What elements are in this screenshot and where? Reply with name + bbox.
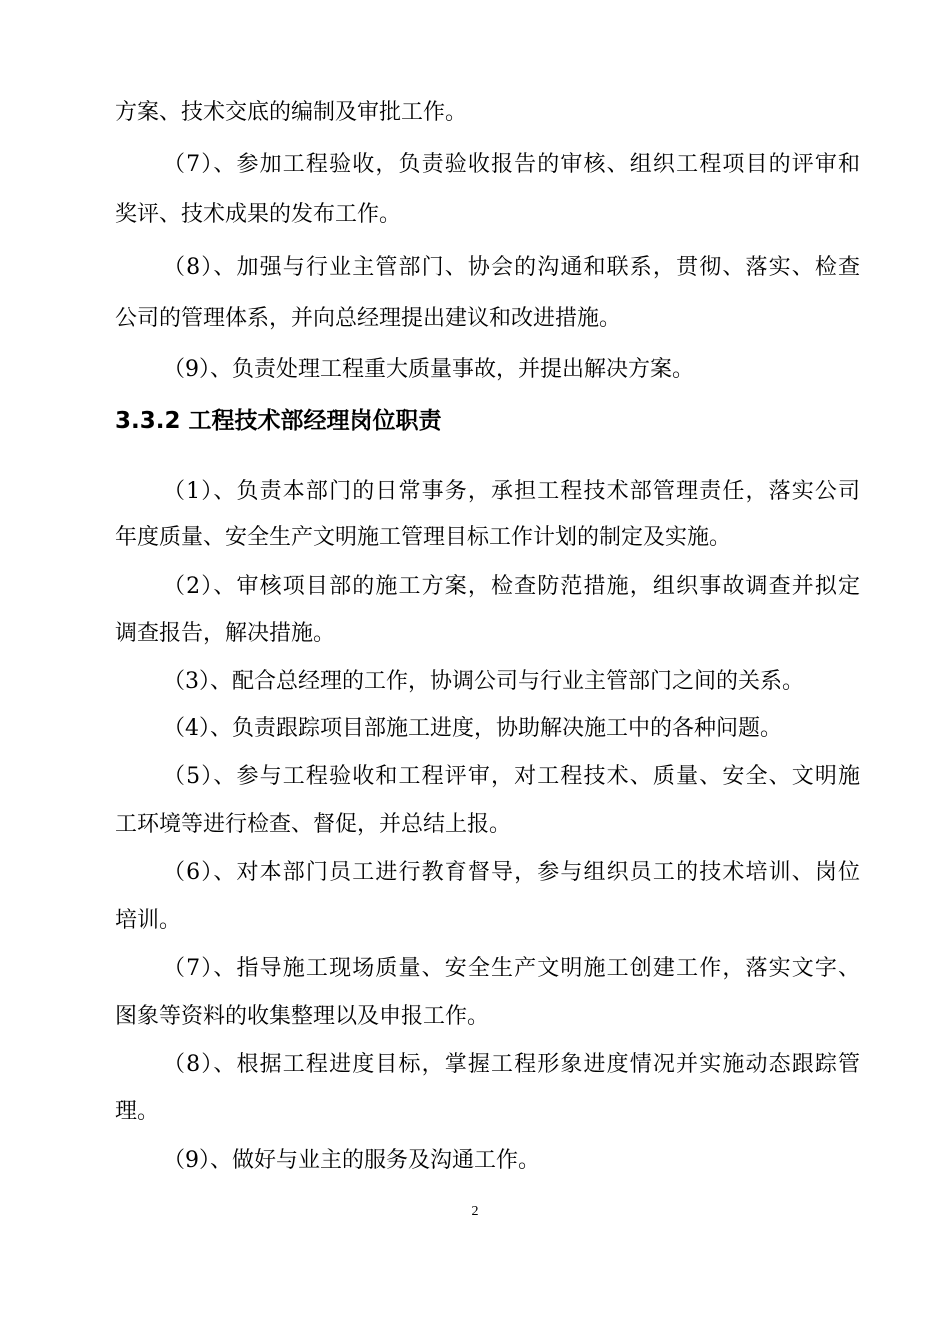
- paragraph-b4-line1: （4）、负责跟踪项目部施工进度，协助解决施工中的各种问题。: [163, 716, 782, 741]
- paragraph-b7-line1: （7）、指导施工现场质量、安全生产文明施工创建工作，落实文字、: [163, 956, 860, 981]
- paragraph-b6-line2: 培训。: [115, 908, 182, 933]
- page-number: 2: [471, 1204, 479, 1219]
- paragraph-b1-line1: （1）、负责本部门的日常事务，承担工程技术部管理责任，落实公司: [163, 479, 860, 504]
- paragraph-b3-line1: （3）、配合总经理的工作，协调公司与行业主管部门之间的关系。: [163, 669, 804, 694]
- paragraph-continuation-line: 方案、技术交底的编制及审批工作。: [115, 100, 468, 125]
- paragraph-b8-line1: （8）、根据工程进度目标，掌握工程形象进度情况并实施动态跟踪管: [163, 1052, 860, 1077]
- paragraph-b8-line2: 理。: [115, 1099, 160, 1124]
- paragraph-b2-line1: （2）、审核项目部的施工方案，检查防范措施，组织事故调查并拟定: [163, 574, 860, 599]
- paragraph-a8-line1: （8）、加强与行业主管部门、协会的沟通和联系，贯彻、落实、检查: [163, 255, 860, 280]
- paragraph-a7-line1: （7）、参加工程验收，负责验收报告的审核、组织工程项目的评审和: [163, 152, 860, 177]
- paragraph-b6-line1: （6）、对本部门员工进行教育督导，参与组织员工的技术培训、岗位: [163, 860, 860, 885]
- paragraph-b1-line2: 年度质量、安全生产文明施工管理目标工作计划的制定及实施。: [115, 525, 732, 550]
- paragraph-a7-line2: 奖评、技术成果的发布工作。: [115, 202, 402, 227]
- paragraph-a8-line2: 公司的管理体系，并向总经理提出建议和改进措施。: [115, 306, 622, 331]
- section-heading: 3.3.2 工程技术部经理岗位职责: [115, 408, 442, 434]
- paragraph-b5-line2: 工环境等进行检查、督促，并总结上报。: [115, 812, 512, 837]
- paragraph-b5-line1: （5）、参与工程验收和工程评审，对工程技术、质量、安全、文明施: [163, 764, 860, 789]
- paragraph-a9-line1: （9）、负责处理工程重大质量事故，并提出解决方案。: [163, 357, 694, 382]
- paragraph-b9-line1: （9）、做好与业主的服务及沟通工作。: [163, 1148, 540, 1173]
- paragraph-b7-line2: 图象等资料的收集整理以及申报工作。: [115, 1004, 490, 1029]
- paragraph-b2-line2: 调查报告，解决措施。: [115, 621, 336, 646]
